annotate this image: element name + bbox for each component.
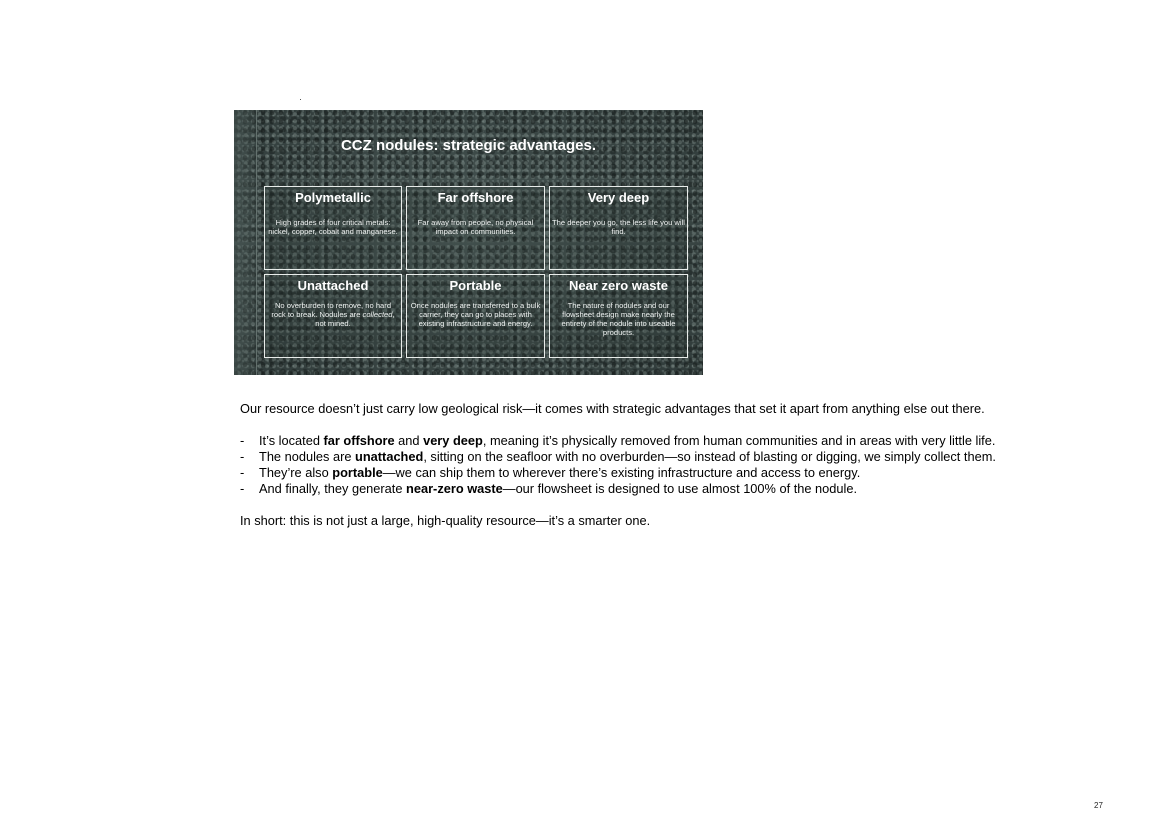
stray-dot [300, 99, 301, 100]
bullet-text: It’s located [259, 433, 324, 448]
notes-intro: Our resource doesn’t just carry low geological risk—it comes with strategic advantages that set it apart from anything else out there. [240, 401, 985, 416]
bullet-text: The nodules are [259, 449, 356, 464]
bullet-bold-text: far offshore [323, 433, 395, 448]
advantages-grid [264, 186, 688, 358]
card-body-emphasis: collected [362, 310, 393, 319]
bullet-text: and [394, 433, 424, 448]
bullet-bold-text: near-zero waste [406, 481, 503, 496]
card-far-offshore [406, 186, 545, 270]
bullet-text: —we can ship them to wherever there’s existing infrastructure and access to energy. [382, 465, 861, 480]
bullet-text: They’re also [259, 465, 333, 480]
bullet-marker: - [240, 465, 245, 480]
notes-bullet-list [240, 433, 1000, 497]
bullet-marker: - [240, 481, 245, 496]
slide-title: CCZ nodules: strategic advantages. [340, 137, 597, 154]
bullet-bold-text: portable [332, 465, 383, 480]
notes-bullet [240, 449, 1000, 465]
bullet-bold-text: unattached [355, 449, 424, 464]
card-title: Near zero waste [569, 278, 668, 293]
card-near-zero-waste [549, 274, 688, 358]
card-body: High grades of four critical metals: nickel, copper, cobalt and manganese. [268, 218, 398, 236]
card-body: The nature of nodules and our flowsheet design make nearly the entirety of the nodule into useable products. [561, 301, 676, 337]
card-portable [406, 274, 545, 358]
bullet-marker: - [240, 433, 245, 448]
bullet-text: , meaning it’s physically removed from human communities and in areas with very little life. [482, 433, 996, 448]
bullet-bold-text: very deep [423, 433, 483, 448]
card-body-text: , not mined. [315, 310, 395, 328]
bullet-text: —our flowsheet is designed to use almost 100% of the nodule. [502, 481, 858, 496]
notes-bullet [240, 465, 1000, 481]
card-very-deep [549, 186, 688, 270]
notes-conclusion: In short: this is not just a large, high-quality resource—it’s a smarter one. [240, 513, 651, 528]
speaker-notes [240, 401, 1000, 529]
card-title: Unattached [297, 278, 369, 293]
page-number: 27 [1094, 801, 1103, 810]
card-body: Once nodules are transferred to a bulk carrier, they can go to places with existing infrastructure and energy. [410, 301, 541, 328]
card-body-text: No overburden to remove, no hard rock to break. Nodules are [271, 301, 392, 319]
card-title: Polymetallic [295, 190, 371, 205]
bullet-text: , sitting on the seafloor with no overburden—so instead of blasting or digging, we simply collect them. [423, 449, 996, 464]
card-body: The deeper you go, the less life you will find. [552, 218, 685, 236]
card-body [265, 301, 401, 328]
bullet-marker: - [240, 449, 245, 464]
slide-thumbnail [234, 110, 703, 375]
notes-bullet [240, 481, 1000, 497]
card-unattached [264, 274, 402, 358]
notes-bullet [240, 433, 1000, 449]
card-title: Portable [449, 278, 502, 293]
card-title: Very deep [587, 190, 650, 205]
bullet-text: And finally, they generate [259, 481, 407, 496]
card-title: Far offshore [437, 190, 514, 205]
card-body: Far away from people, no physical impact on communities. [417, 218, 534, 236]
card-polymetallic [264, 186, 402, 270]
